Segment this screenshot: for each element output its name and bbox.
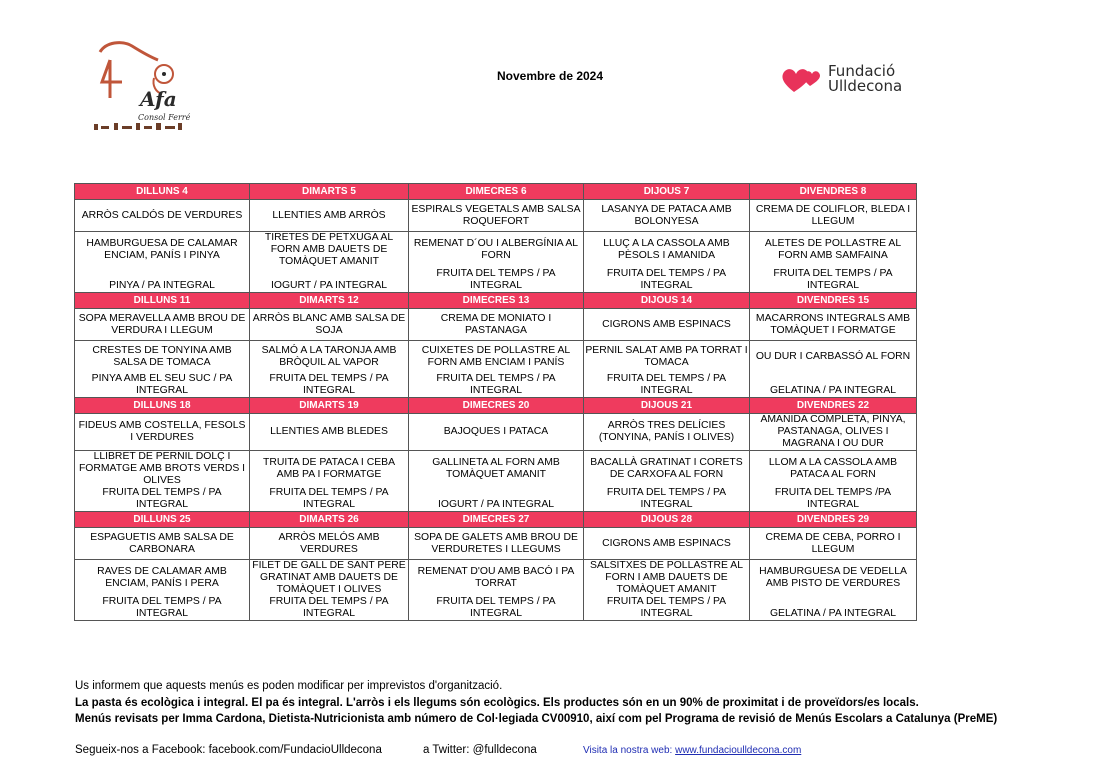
day-header: DIJOUS 28 xyxy=(584,512,750,528)
menu-cell-dessert: GELATINA / PA INTEGRAL xyxy=(750,373,917,398)
week-4-second-course-row xyxy=(75,560,917,597)
menu-cell-second-course: FILET DE GALL DE SANT PERE GRATINAT AMB DAUETS DE TOMÀQUET I OLIVES xyxy=(250,560,409,597)
menu-cell-second-course: TIRETES DE PETXUGA AL FORN AMB DAUETS DE TOMÀQUET AMANIT xyxy=(250,232,409,269)
menu-cell-dessert: FRUITA DEL TEMPS / PA INTEGRAL xyxy=(409,268,584,293)
menu-cell-second-course: REMENAT D'OU AMB BACÓ I PA TORRAT xyxy=(409,560,584,597)
day-header: DIMECRES 6 xyxy=(409,184,584,200)
afa-logo-subtext: Consol Ferré xyxy=(138,113,191,122)
day-header: DIVENDRES 8 xyxy=(750,184,917,200)
afa-logo-text: Afa xyxy=(140,87,177,111)
menu-cell-dessert: FRUITA DEL TEMPS / PA INTEGRAL xyxy=(584,373,750,398)
menu-cell-first-course: ESPIRALS VEGETALS AMB SALSA ROQUEFORT xyxy=(409,200,584,232)
menu-cell-first-course: ARRÒS BLANC AMB SALSA DE SOJA xyxy=(250,309,409,341)
website-info xyxy=(583,745,801,756)
week-1-day-header-row xyxy=(75,184,917,200)
fundacio-logo-text xyxy=(828,64,902,94)
week-3-first-course-row xyxy=(75,414,917,451)
menu-cell-dessert: FRUITA DEL TEMPS / PA INTEGRAL xyxy=(750,268,917,293)
day-header: DIMECRES 20 xyxy=(409,398,584,414)
menu-cell-second-course: BACALLÀ GRATINAT I CORETS DE CARXOFA AL FORN xyxy=(584,451,750,488)
menu-cell-dessert: FRUITA DEL TEMPS / PA INTEGRAL xyxy=(250,487,409,512)
menu-cell-second-course: SALSITXES DE POLLASTRE AL FORN I AMB DAUETS DE TOMÀQUET AMANIT xyxy=(584,560,750,597)
week-4-day-header-row xyxy=(75,512,917,528)
menu-cell-second-course: LLIBRET DE PERNIL DOLÇ I FORMATGE AMB BROTS VERDS I OLIVES xyxy=(75,451,250,488)
week-2-second-course-row xyxy=(75,341,917,374)
menu-cell-second-course: TRUITA DE PATACA I CEBA AMB PA I FORMATGE xyxy=(250,451,409,488)
footer xyxy=(75,744,802,756)
day-header: DIVENDRES 22 xyxy=(750,398,917,414)
fundacio-logo xyxy=(780,62,910,98)
menu-cell-dessert: IOGURT / PA INTEGRAL xyxy=(409,487,584,512)
menu-cell-first-course: SOPA DE GALETS AMB BROU DE VERDURETES I LLEGUMS xyxy=(409,528,584,560)
menu-cell-dessert: FRUITA DEL TEMPS / PA INTEGRAL xyxy=(409,373,584,398)
menu-cell-first-course: CIGRONS AMB ESPINACS xyxy=(584,528,750,560)
menu-cell-second-course: CUIXETES DE POLLASTRE AL FORN AMB ENCIAM I PANÍS xyxy=(409,341,584,374)
week-3-day-header-row xyxy=(75,398,917,414)
menu-cell-first-course: LLENTIES AMB ARRÒS xyxy=(250,200,409,232)
menu-cell-first-course: CREMA DE COLIFLOR, BLEDA I LLEGUM xyxy=(750,200,917,232)
page-title: Novembre de 2024 xyxy=(496,69,604,83)
website-link[interactable]: www.fundacioulldecona.com xyxy=(675,745,802,756)
week-1-first-course-row xyxy=(75,200,917,232)
week-4-first-course-row xyxy=(75,528,917,560)
menu-cell-dessert: FRUITA DEL TEMPS / PA INTEGRAL xyxy=(250,373,409,398)
day-header: DILLUNS 4 xyxy=(75,184,250,200)
menu-cell-dessert: IOGURT / PA INTEGRAL xyxy=(250,268,409,293)
day-header: DILLUNS 25 xyxy=(75,512,250,528)
menu-cell-first-course: CREMA DE CEBA, PORRO I LLEGUM xyxy=(750,528,917,560)
menu-cell-second-course: GALLINETA AL FORN AMB TOMÀQUET AMANIT xyxy=(409,451,584,488)
fundacio-logo-line2: Ulldecona xyxy=(828,77,903,95)
menu-cell-dessert: FRUITA DEL TEMPS / PA INTEGRAL xyxy=(584,268,750,293)
week-3-second-course-row xyxy=(75,451,917,488)
notes xyxy=(75,678,997,728)
menu-cell-second-course: LLOM A LA CASSOLA AMB PATACA AL FORN xyxy=(750,451,917,488)
note-revision: Menús revisats per Imma Cardona, Dietista-Nutricionista amb número de Col·legiada CV00910, així com pel Programa de revisió de Menús Escolars a Catalunya (PreME) xyxy=(75,713,998,725)
menu-cell-dessert: FRUITA DEL TEMPS /PA INTEGRAL xyxy=(750,487,917,512)
week-4-dessert-row xyxy=(75,596,917,621)
menu-table-body xyxy=(75,184,917,621)
menu-cell-dessert: PINYA AMB EL SEU SUC / PA INTEGRAL xyxy=(75,373,250,398)
menu-cell-second-course: PERNIL SALAT AMB PA TORRAT I TOMACA xyxy=(584,341,750,374)
menu-cell-first-course: MACARRONS INTEGRALS AMB TOMÀQUET I FORMATGE xyxy=(750,309,917,341)
day-header: DIJOUS 14 xyxy=(584,293,750,309)
afa-logo xyxy=(92,34,202,134)
menu-cell-first-course: AMANIDA COMPLETA, PINYA, PASTANAGA, OLIVES I MAGRANA I OU DUR xyxy=(750,414,917,451)
week-2-day-header-row xyxy=(75,293,917,309)
menu-cell-dessert: FRUITA DEL TEMPS / PA INTEGRAL xyxy=(584,596,750,621)
heart-logo-icon xyxy=(780,62,826,98)
menu-cell-second-course: LLUÇ A LA CASSOLA AMB PÈSOLS I AMANIDA xyxy=(584,232,750,269)
menu-cell-second-course: HAMBURGUESA DE CALAMAR ENCIAM, PANÍS I PINYA xyxy=(75,232,250,269)
menu-cell-second-course: REMENAT D´OU I ALBERGÍNIA AL FORN xyxy=(409,232,584,269)
day-header: DIMARTS 5 xyxy=(250,184,409,200)
day-header: DIMARTS 12 xyxy=(250,293,409,309)
menu-cell-dessert: FRUITA DEL TEMPS / PA INTEGRAL xyxy=(250,596,409,621)
menu-cell-dessert: FRUITA DEL TEMPS / PA INTEGRAL xyxy=(584,487,750,512)
twitter-link[interactable]: a Twitter: @fulldecona xyxy=(423,744,537,756)
menu-cell-second-course: CRESTES DE TONYINA AMB SALSA DE TOMACA xyxy=(75,341,250,374)
menu-cell-first-course: CIGRONS AMB ESPINACS xyxy=(584,309,750,341)
menu-cell-first-course: SOPA MERAVELLA AMB BROU DE VERDURA I LLEGUM xyxy=(75,309,250,341)
menu-cell-second-course: ALETES DE POLLASTRE AL FORN AMB SAMFAINA xyxy=(750,232,917,269)
week-1-dessert-row xyxy=(75,268,917,293)
menu-cell-first-course: BAJOQUES I PATACA xyxy=(409,414,584,451)
menu-cell-first-course: LLENTIES AMB BLEDES xyxy=(250,414,409,451)
day-header: DIMARTS 19 xyxy=(250,398,409,414)
week-3-dessert-row xyxy=(75,487,917,512)
menu-cell-first-course: ESPAGUETIS AMB SALSA DE CARBONARA xyxy=(75,528,250,560)
menu-cell-first-course: CREMA DE MONIATO I PASTANAGA xyxy=(409,309,584,341)
menu-cell-first-course: LASANYA DE PATACA AMB BOLONYESA xyxy=(584,200,750,232)
day-header: DIMECRES 13 xyxy=(409,293,584,309)
menu-cell-first-course: ARRÒS CALDÓS DE VERDURES xyxy=(75,200,250,232)
menu-table xyxy=(74,183,917,621)
day-header: DIMECRES 27 xyxy=(409,512,584,528)
fundacio-logo-line1: Fundació xyxy=(828,62,896,80)
menu-cell-dessert: GELATINA / PA INTEGRAL xyxy=(750,596,917,621)
menu-cell-first-course: ARRÒS TRES DELÍCIES (TONYINA, PANÍS I OLIVES) xyxy=(584,414,750,451)
menu-cell-second-course: SALMÓ A LA TARONJA AMB BRÒQUIL AL VAPOR xyxy=(250,341,409,374)
week-1-second-course-row xyxy=(75,232,917,269)
afa-logo-graphic xyxy=(92,34,202,134)
note-ingredients: La pasta és ecològica i integral. El pa és integral. L'arròs i els llegums són ecològics. Els productes són en un 90% de proximitat i de proveïdors/es locals. xyxy=(75,696,919,709)
menu-cell-second-course: RAVES DE CALAMAR AMB ENCIAM, PANÍS I PERA xyxy=(75,560,250,597)
menu-cell-dessert: FRUITA DEL TEMPS / PA INTEGRAL xyxy=(75,487,250,512)
week-2-first-course-row xyxy=(75,309,917,341)
day-header: DILLUNS 18 xyxy=(75,398,250,414)
menu-cell-second-course: HAMBURGUESA DE VEDELLA AMB PISTO DE VERDURES xyxy=(750,560,917,597)
week-2-dessert-row xyxy=(75,373,917,398)
day-header: DIJOUS 21 xyxy=(584,398,750,414)
menu-cell-first-course: ARRÒS MELÓS AMB VERDURES xyxy=(250,528,409,560)
menu-cell-dessert: PINYA / PA INTEGRAL xyxy=(75,268,250,293)
day-header: DILLUNS 11 xyxy=(75,293,250,309)
menu-cell-first-course: FIDEUS AMB COSTELLA, FESOLS I VERDURES xyxy=(75,414,250,451)
day-header: DIVENDRES 29 xyxy=(750,512,917,528)
day-header: DIJOUS 7 xyxy=(584,184,750,200)
website-prefix: Visita la nostra web: xyxy=(583,745,673,756)
day-header: DIVENDRES 15 xyxy=(750,293,917,309)
facebook-link[interactable]: Segueix-nos a Facebook: facebook.com/FundacioUlldecona xyxy=(75,744,382,756)
menu-cell-second-course: OU DUR I CARBASSÓ AL FORN xyxy=(750,341,917,374)
note-modification: Us informem que aquests menús es poden modificar per imprevistos d'organització. xyxy=(75,680,503,692)
menu-cell-dessert: FRUITA DEL TEMPS / PA INTEGRAL xyxy=(75,596,250,621)
day-header: DIMARTS 26 xyxy=(250,512,409,528)
menu-cell-dessert: FRUITA DEL TEMPS / PA INTEGRAL xyxy=(409,596,584,621)
